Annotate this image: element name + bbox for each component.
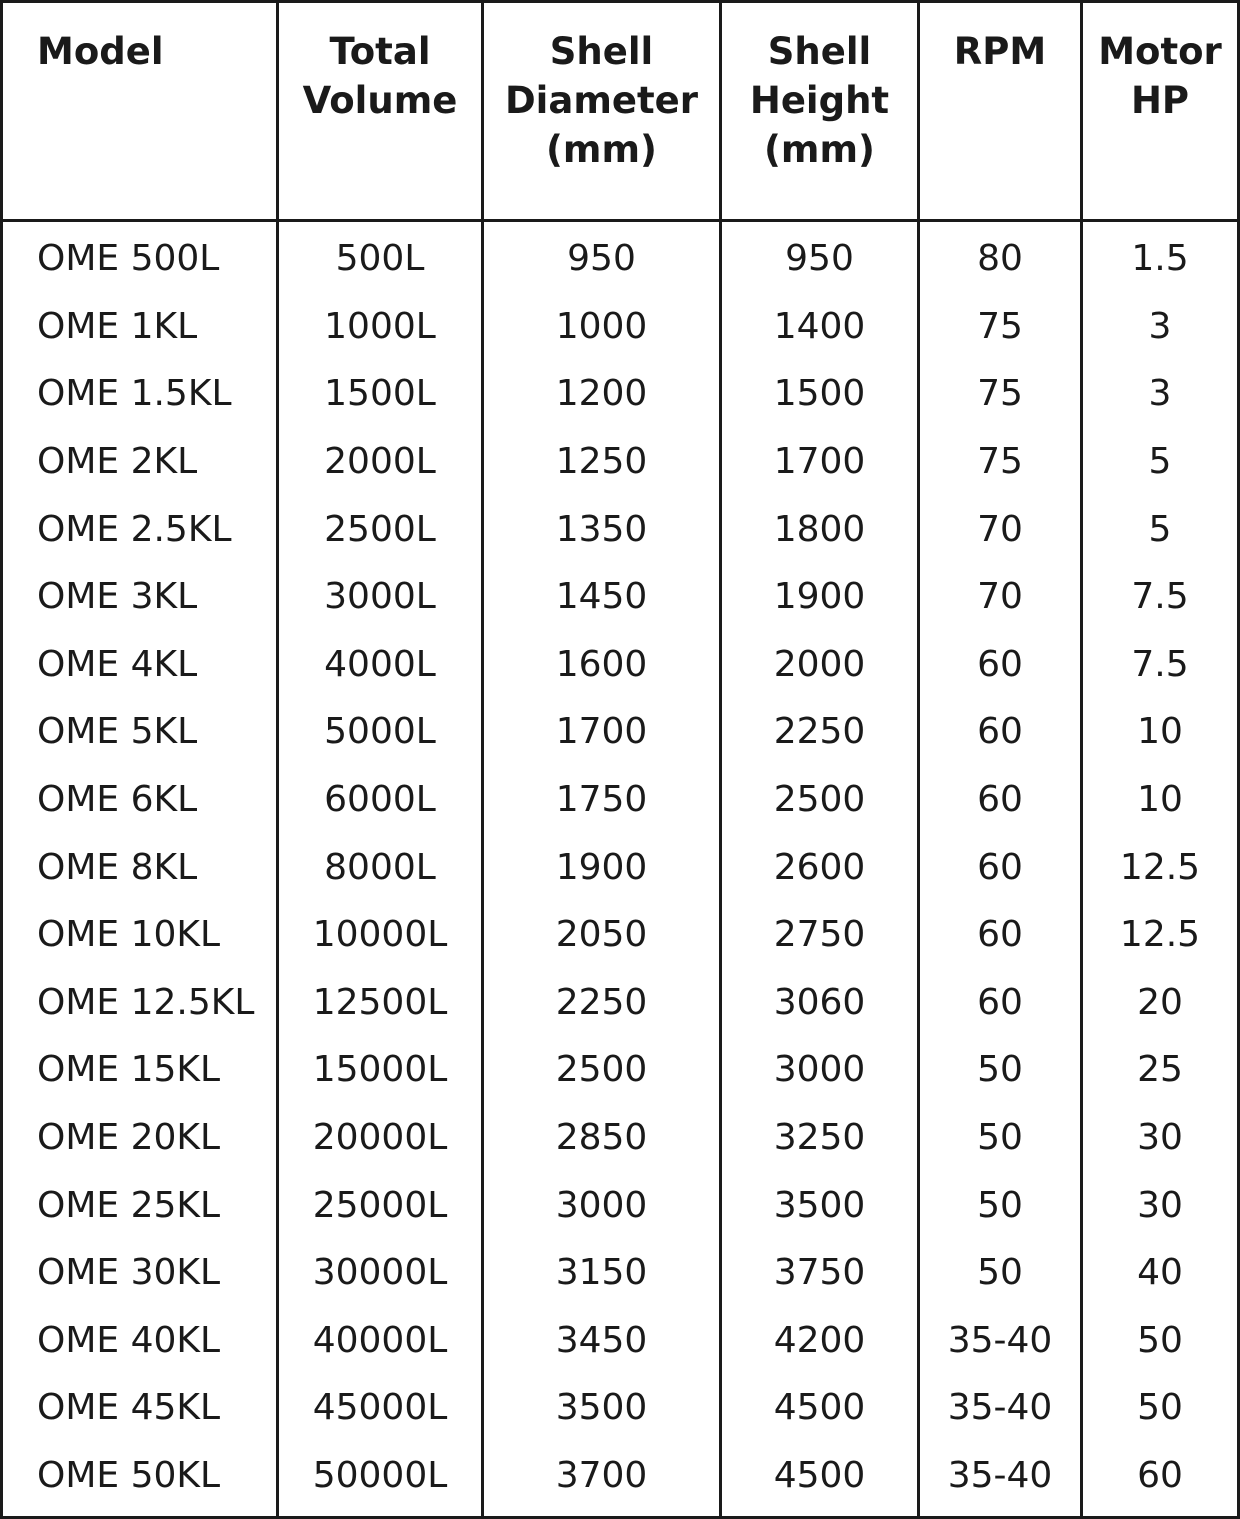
cell-shell-diameter: 2500 xyxy=(555,1049,648,1091)
cell-model: OME 5KL xyxy=(37,711,198,753)
cell-motor-hp: 30 xyxy=(1137,1184,1183,1226)
cell-shell-diameter: 3500 xyxy=(555,1387,648,1429)
header-shell-height: Shell Height (mm) xyxy=(722,3,920,219)
cell-rpm: 75 xyxy=(977,305,1023,347)
cell-shell-height: 4200 xyxy=(773,1319,866,1361)
cell-total-volume: 6000L xyxy=(324,779,436,821)
cell-rpm: 60 xyxy=(977,846,1023,888)
table-row xyxy=(3,1442,1237,1510)
cell-model: OME 20KL xyxy=(37,1117,221,1159)
cell-shell-height: 4500 xyxy=(773,1387,866,1429)
cell-shell-height: 950 xyxy=(785,238,854,280)
cell-shell-diameter: 3450 xyxy=(555,1319,648,1361)
cell-rpm: 50 xyxy=(977,1184,1023,1226)
table-row xyxy=(3,1374,1237,1442)
cell-total-volume: 20000L xyxy=(312,1117,448,1159)
cell-total-volume: 15000L xyxy=(312,1049,448,1091)
cell-shell-height: 2250 xyxy=(773,711,866,753)
cell-shell-height: 3500 xyxy=(773,1184,866,1226)
cell-shell-diameter: 1700 xyxy=(555,711,648,753)
table-rows xyxy=(3,222,1237,1509)
table-row xyxy=(3,1239,1237,1307)
table-row xyxy=(3,766,1237,834)
cell-rpm: 75 xyxy=(977,441,1023,483)
header-total-volume: Total Volume xyxy=(279,3,484,219)
cell-model: OME 1KL xyxy=(37,305,198,347)
table-row xyxy=(3,698,1237,766)
cell-rpm: 60 xyxy=(977,779,1023,821)
cell-motor-hp: 7.5 xyxy=(1131,643,1189,685)
table-body xyxy=(3,222,1237,1516)
cell-model: OME 2.5KL xyxy=(37,508,232,550)
cell-motor-hp: 1.5 xyxy=(1131,238,1189,280)
cell-model: OME 3KL xyxy=(37,576,198,618)
table-row xyxy=(3,428,1237,496)
cell-shell-diameter: 1900 xyxy=(555,846,648,888)
cell-motor-hp: 5 xyxy=(1148,441,1172,483)
table-row xyxy=(3,631,1237,699)
cell-shell-height: 1700 xyxy=(773,441,866,483)
cell-motor-hp: 30 xyxy=(1137,1117,1183,1159)
cell-shell-height: 3000 xyxy=(773,1049,866,1091)
cell-shell-height: 3250 xyxy=(773,1117,866,1159)
cell-total-volume: 2500L xyxy=(324,508,436,550)
cell-model: OME 4KL xyxy=(37,643,198,685)
cell-rpm: 35-40 xyxy=(947,1387,1053,1429)
cell-total-volume: 1500L xyxy=(324,373,436,415)
cell-rpm: 70 xyxy=(977,508,1023,550)
cell-total-volume: 2000L xyxy=(324,441,436,483)
cell-rpm: 70 xyxy=(977,576,1023,618)
header-shell-diameter: Shell Diameter (mm) xyxy=(484,3,722,219)
cell-shell-diameter: 1450 xyxy=(555,576,648,618)
cell-total-volume: 8000L xyxy=(324,846,436,888)
cell-shell-diameter: 3000 xyxy=(555,1184,648,1226)
cell-total-volume: 25000L xyxy=(312,1184,448,1226)
cell-rpm: 35-40 xyxy=(947,1454,1053,1496)
cell-rpm: 50 xyxy=(977,1252,1023,1294)
table-row xyxy=(3,293,1237,361)
cell-shell-height: 1900 xyxy=(773,576,866,618)
table-row xyxy=(3,1036,1237,1104)
cell-shell-diameter: 2850 xyxy=(555,1117,648,1159)
cell-shell-height: 1500 xyxy=(773,373,866,415)
cell-model: OME 500L xyxy=(37,238,220,280)
cell-shell-height: 3750 xyxy=(773,1252,866,1294)
cell-motor-hp: 3 xyxy=(1148,373,1172,415)
cell-model: OME 15KL xyxy=(37,1049,221,1091)
cell-motor-hp: 12.5 xyxy=(1119,914,1201,956)
cell-model: OME 40KL xyxy=(37,1319,221,1361)
cell-total-volume: 4000L xyxy=(324,643,436,685)
cell-motor-hp: 5 xyxy=(1148,508,1172,550)
cell-rpm: 75 xyxy=(977,373,1023,415)
cell-model: OME 50KL xyxy=(37,1454,221,1496)
cell-motor-hp: 3 xyxy=(1148,305,1172,347)
cell-motor-hp: 10 xyxy=(1137,711,1183,753)
cell-shell-height: 2750 xyxy=(773,914,866,956)
cell-shell-height: 4500 xyxy=(773,1454,866,1496)
cell-model: OME 30KL xyxy=(37,1252,221,1294)
cell-rpm: 60 xyxy=(977,981,1023,1023)
cell-rpm: 60 xyxy=(977,914,1023,956)
table-row xyxy=(3,225,1237,293)
table-row xyxy=(3,1307,1237,1375)
cell-model: OME 8KL xyxy=(37,846,198,888)
cell-shell-height: 2500 xyxy=(773,779,866,821)
cell-model: OME 1.5KL xyxy=(37,373,232,415)
cell-shell-diameter: 2050 xyxy=(555,914,648,956)
cell-model: OME 2KL xyxy=(37,441,198,483)
cell-model: OME 10KL xyxy=(37,914,221,956)
cell-motor-hp: 40 xyxy=(1137,1252,1183,1294)
table-row xyxy=(3,1171,1237,1239)
cell-total-volume: 12500L xyxy=(312,981,448,1023)
table-row xyxy=(3,563,1237,631)
cell-rpm: 50 xyxy=(977,1049,1023,1091)
cell-model: OME 25KL xyxy=(37,1184,221,1226)
cell-total-volume: 30000L xyxy=(312,1252,448,1294)
cell-shell-diameter: 1750 xyxy=(555,779,648,821)
cell-motor-hp: 10 xyxy=(1137,779,1183,821)
cell-rpm: 80 xyxy=(977,238,1023,280)
cell-rpm: 50 xyxy=(977,1117,1023,1159)
cell-total-volume: 1000L xyxy=(324,305,436,347)
table-row xyxy=(3,1104,1237,1172)
table-row xyxy=(3,969,1237,1037)
cell-total-volume: 500L xyxy=(335,238,425,280)
cell-motor-hp: 25 xyxy=(1137,1049,1183,1091)
cell-model: OME 6KL xyxy=(37,779,198,821)
cell-motor-hp: 7.5 xyxy=(1131,576,1189,618)
cell-total-volume: 10000L xyxy=(312,914,448,956)
cell-shell-height: 2000 xyxy=(773,643,866,685)
cell-shell-height: 1800 xyxy=(773,508,866,550)
cell-total-volume: 3000L xyxy=(324,576,436,618)
cell-rpm: 60 xyxy=(977,643,1023,685)
header-model: Model xyxy=(3,3,279,219)
cell-shell-height: 2600 xyxy=(773,846,866,888)
cell-total-volume: 40000L xyxy=(312,1319,448,1361)
cell-shell-diameter: 1600 xyxy=(555,643,648,685)
cell-motor-hp: 50 xyxy=(1137,1387,1183,1429)
cell-shell-diameter: 2250 xyxy=(555,981,648,1023)
cell-shell-diameter: 1250 xyxy=(555,441,648,483)
table-row xyxy=(3,495,1237,563)
header-rpm: RPM xyxy=(920,3,1083,219)
cell-motor-hp: 50 xyxy=(1137,1319,1183,1361)
cell-model: OME 45KL xyxy=(37,1387,221,1429)
cell-shell-height: 1400 xyxy=(773,305,866,347)
cell-rpm: 35-40 xyxy=(947,1319,1053,1361)
cell-shell-diameter: 1000 xyxy=(555,305,648,347)
cell-motor-hp: 12.5 xyxy=(1119,846,1201,888)
cell-motor-hp: 60 xyxy=(1137,1454,1183,1496)
table-row xyxy=(3,901,1237,969)
header-motor-hp: Motor HP xyxy=(1098,30,1222,122)
cell-motor-hp: 20 xyxy=(1137,981,1183,1023)
table-row xyxy=(3,360,1237,428)
cell-total-volume: 45000L xyxy=(312,1387,448,1429)
cell-total-volume: 50000L xyxy=(312,1454,448,1496)
cell-shell-diameter: 3700 xyxy=(555,1454,648,1496)
cell-rpm: 60 xyxy=(977,711,1023,753)
cell-shell-height: 3060 xyxy=(773,981,866,1023)
cell-shell-diameter: 950 xyxy=(567,238,636,280)
cell-shell-diameter: 1350 xyxy=(555,508,648,550)
cell-model: OME 12.5KL xyxy=(37,981,255,1023)
table-header-row xyxy=(3,3,1237,222)
cell-shell-diameter: 3150 xyxy=(555,1252,648,1294)
table-row xyxy=(3,833,1237,901)
cell-total-volume: 5000L xyxy=(324,711,436,753)
cell-shell-diameter: 1200 xyxy=(555,373,648,415)
